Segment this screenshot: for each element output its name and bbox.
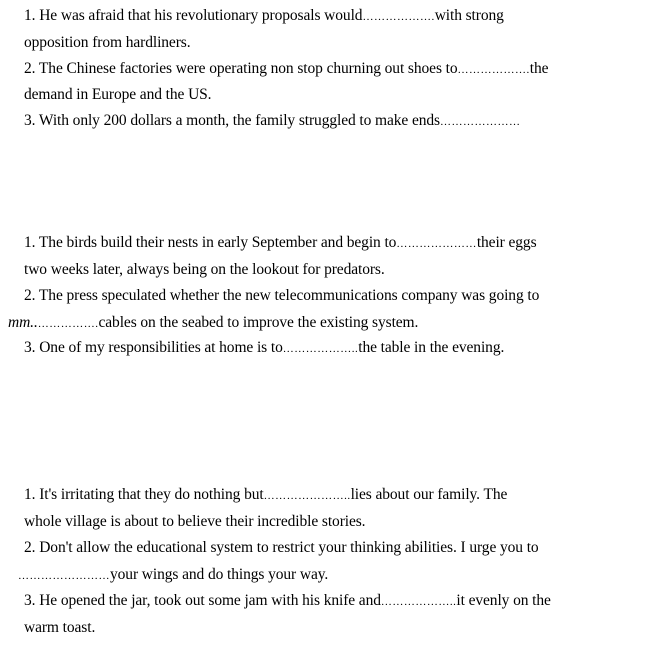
line-text: 1. It's irritating that they do nothing but (24, 486, 264, 503)
blank-field[interactable]: ………………. (457, 64, 530, 76)
exercise-3-line-3 (24, 538, 539, 558)
exercise-1-line-2 (24, 33, 190, 53)
exercise-2-line-3 (24, 286, 539, 306)
exercise-3-line-4 (18, 565, 328, 586)
blank-field[interactable]: ……………….. (282, 343, 359, 355)
line-text: 1. The birds build their nests in early September and begin to (24, 234, 397, 251)
exercise-2-line-1 (24, 233, 537, 254)
line-text: 2. Don't allow the educational system to restrict your thinking abilities. I urge you to (24, 539, 539, 556)
exercise-2-line-2 (24, 260, 385, 280)
blank-field[interactable]: ………………. (362, 11, 435, 23)
line-text: with strong (434, 7, 504, 24)
blank-field[interactable]: …………………… (18, 570, 110, 582)
line-text: 2. The Chinese factories were operating non stop churning out shoes to (24, 60, 458, 77)
exercise-1-line-4 (24, 85, 211, 105)
exercise-1-line-3 (24, 59, 548, 80)
line-text: 1. He was afraid that his revolutionary proposals would (24, 7, 363, 24)
blank-field[interactable]: ……………. (37, 318, 99, 330)
exercise-1-line-5 (24, 111, 521, 132)
line-text: 3. He opened the jar, took out some jam with his knife and (24, 592, 381, 609)
line-text: two weeks later, always being on the lookout for predators. (24, 261, 385, 278)
line-text: your wings and do things your way. (110, 566, 329, 583)
blank-field[interactable]: ………………….. (263, 490, 351, 502)
line-text: it evenly on the (456, 592, 551, 609)
line-text: 2. The press speculated whether the new telecommunications company was going to (24, 287, 540, 304)
line-text: demand in Europe and the US. (24, 86, 212, 103)
line-text: 3. With only 200 dollars a month, the family struggled to make ends (24, 112, 440, 129)
blank-field[interactable]: ………………… (440, 116, 521, 128)
line-text: cables on the seabed to improve the existing system. (98, 314, 419, 331)
line-text: the (529, 60, 549, 77)
line-text: mm.. (8, 314, 38, 331)
line-text: their eggs (476, 234, 537, 251)
line-text: warm toast. (24, 619, 96, 636)
blank-field[interactable]: ……………….. (380, 596, 457, 608)
line-text: whole village is about to believe their incredible stories. (24, 513, 366, 530)
exercise-3-line-6 (24, 618, 95, 638)
exercise-2-line-5 (24, 338, 504, 359)
exercise-3-line-2 (24, 512, 365, 532)
line-text: opposition from hardliners. (24, 34, 191, 51)
exercise-3-line-1 (24, 485, 507, 506)
exercise-2-line-4 (8, 313, 418, 334)
blank-field[interactable]: ………………… (396, 238, 477, 250)
exercise-3-line-5 (24, 591, 551, 612)
line-text: the table in the evening. (358, 339, 505, 356)
line-text: 3. One of my responsibilities at home is to (24, 339, 283, 356)
line-text: lies about our family. The (350, 486, 508, 503)
exercise-1-line-1 (24, 6, 504, 27)
